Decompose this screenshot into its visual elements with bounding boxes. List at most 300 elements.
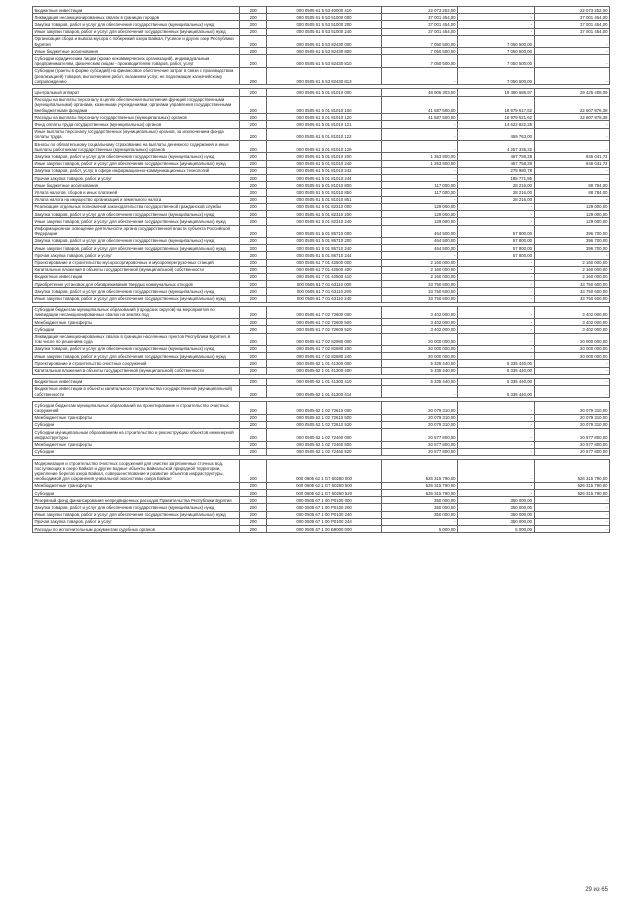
row-executed: 5 000,00 (458, 526, 534, 533)
row-code-line: 200 (239, 225, 267, 237)
table-row (33, 67, 610, 85)
row-unexecuted: 88 784,00 (534, 182, 609, 189)
row-approved: 526 315 790,00 (381, 460, 457, 483)
row-approved: 464 500,00 (381, 237, 457, 244)
row-executed: 28 216,00 (458, 182, 534, 189)
table-row (33, 429, 610, 441)
row-code-line: 200 (239, 490, 267, 497)
row-classification-code: 000 0505 61 5 53 51000 000 (267, 14, 381, 21)
row-approved: 20 577 800,00 (381, 429, 457, 441)
row-unexecuted: - (534, 518, 609, 525)
row-classification-code: 000 0505 61 7 02 82980 200 (267, 345, 381, 352)
row-classification-code: 000 0505 61 7 02 82980 240 (267, 353, 381, 360)
table-row (33, 345, 610, 352)
row-executed: 459 763,00 (458, 128, 534, 140)
row-approved: 526 315 790,00 (381, 482, 457, 489)
table-row (33, 460, 610, 483)
row-code-line: 200 (239, 121, 267, 128)
row-name: Модернизация и строительство очистных сооружений для очистки загрязненных сточных вод, поступающих в озеро Байкал и другие водные объекты Байкальской природной территории, укрепление берегов озера Байкал, совершенствование и развитие объектов инфраструктуры, необходимой для сохранения уникальной экосистемы озера Байкал (33, 460, 240, 483)
row-name: Реализация отдельных полномочий законодательства государственной гражданской службы (33, 203, 240, 210)
table-row (33, 153, 610, 160)
row-unexecuted: 526 315 790,00 (534, 482, 609, 489)
row-name: Иные выплаты персоналу государственных (муниципальных) органов, за исключением фонда оплаты труда (33, 128, 240, 140)
row-executed: 7 050 500,00 (458, 48, 534, 55)
row-executed: 14 622 822,35 (458, 121, 534, 128)
row-unexecuted: 20 000 000,00 (534, 333, 609, 345)
table-row (33, 245, 610, 252)
row-unexecuted: - (534, 497, 609, 504)
row-classification-code: 000 0505 61 5 53 40000 410 (267, 7, 381, 14)
table-row (33, 55, 610, 67)
row-approved: 117 000,00 (381, 182, 457, 189)
row-classification-code: 000 0505 61 5 01 81010 851 (267, 196, 381, 203)
table-row (33, 402, 610, 414)
row-executed: - (458, 266, 534, 273)
row-code-line: 200 (239, 414, 267, 421)
row-code-line: 200 (239, 281, 267, 288)
row-approved: 2 160 000,00 (381, 259, 457, 266)
row-classification-code: 000 0505 61 5 53 51000 240 (267, 28, 381, 35)
row-executed: 188 771,85 (458, 175, 534, 182)
row-executed: 57 800,00 (458, 252, 534, 259)
row-name: Субсидии (33, 326, 240, 333)
row-code-line: 200 (239, 245, 267, 252)
row-approved: 33 750 600,00 (381, 295, 457, 302)
row-executed: 4 257 335,32 (458, 141, 534, 153)
row-unexecuted: 3 402 000,00 (534, 319, 609, 326)
row-code-line: 200 (239, 333, 267, 345)
row-unexecuted: 20 577 800,00 (534, 448, 609, 455)
row-code-line: 200 (239, 128, 267, 140)
row-unexecuted: 526 315 790,00 (534, 460, 609, 483)
row-approved: 41 587 500,00 (381, 114, 457, 121)
row-unexecuted: 37 001 454,00 (534, 21, 609, 28)
row-approved: 350 000,00 (381, 504, 457, 511)
row-classification-code: 000 0505 61 5 01 81010 129 (267, 141, 381, 153)
row-approved: 20 000 000,00 (381, 353, 457, 360)
table-row (33, 288, 610, 295)
row-name: Бюджетные инвестиции в объекты капитального строительства государственной (муниципальной) собственности (33, 385, 240, 397)
row-code-line: 200 (239, 460, 267, 483)
row-classification-code: 000 0505 61 5 01 81010 850 (267, 189, 381, 196)
row-approved: 3 402 000,00 (381, 319, 457, 326)
row-unexecuted: 846 041,72 (534, 160, 609, 167)
row-approved: - (381, 518, 457, 525)
row-classification-code: 000 0505 61 5 01 86710 240 (267, 245, 381, 252)
table-row (33, 225, 610, 237)
row-name: Иные закупки товаров, работ и услуг для обеспечения государственных (муниципальных) нужд (33, 353, 240, 360)
row-approved: 37 001 454,00 (381, 28, 457, 35)
row-code-line: 200 (239, 153, 267, 160)
row-executed: 278 980,78 (458, 167, 534, 174)
row-executed: 5 335 440,00 (458, 385, 534, 397)
row-approved: 5 335 440,00 (381, 360, 457, 367)
table-row (33, 237, 610, 244)
row-executed: 28 216,00 (458, 189, 534, 196)
row-approved: - (381, 252, 457, 259)
row-unexecuted: - (534, 360, 609, 367)
row-approved: - (381, 175, 457, 182)
row-classification-code: 000 0505 61 7 02 82980 000 (267, 333, 381, 345)
row-name: Субсидии юридическим лицам (кроме некоммерческих организаций), индивидуальным предпринимателям, физическим лицам - производителям товаров, работ, услуг (33, 55, 240, 67)
row-name: Расходы на выплаты персоналу в целях обеспечения выполнения функций государственными (муниципальными) органами, казенными учреждениями, органами управления государственными внебюджетными фондами (33, 96, 240, 114)
row-name: Иные закупки товаров, работ и услуг для обеспечения государственных (муниципальных) нужд (33, 511, 240, 518)
row-unexecuted: - (534, 167, 609, 174)
row-approved: 33 750 600,00 (381, 288, 457, 295)
row-unexecuted: - (534, 67, 609, 85)
row-code-line: 200 (239, 189, 267, 196)
row-name: Иные закупки товаров, работ и услуг для обеспечения государственных (муниципальных) нужд (33, 28, 240, 35)
row-classification-code: 000 0505 61 7 01 42500 400 (267, 266, 381, 273)
row-code-line: 200 (239, 295, 267, 302)
row-classification-code: 000 0505 62 1 G7 50250 500 (267, 482, 381, 489)
row-unexecuted: 526 315 790,00 (534, 490, 609, 497)
table-row (33, 333, 610, 345)
row-code-line: 200 (239, 175, 267, 182)
row-executed: - (458, 414, 534, 421)
row-name: Закупка товаров, работ и услуг для обеспечения государственных (муниципальных) нужд (33, 345, 240, 352)
table-row (33, 196, 610, 203)
row-name: Фонд оплаты труда государственных (муниципальных) органов (33, 121, 240, 128)
table-row (33, 189, 610, 196)
row-approved: 2 160 000,00 (381, 273, 457, 280)
row-approved: 129 000,00 (381, 203, 457, 210)
row-approved: 37 001 454,00 (381, 21, 457, 28)
row-classification-code: 000 0505 67 1 00 P0100 200 (267, 504, 381, 511)
table-row (33, 295, 610, 302)
row-name: Субсидии (33, 448, 240, 455)
row-code-line: 200 (239, 266, 267, 273)
row-executed (458, 7, 534, 14)
table-row (33, 385, 610, 397)
row-unexecuted: 129 000,00 (534, 203, 609, 210)
row-approved: 117 000,00 (381, 189, 457, 196)
row-code-line: 200 (239, 378, 267, 385)
row-classification-code: 000 0505 61 5 53 82430 000 (267, 35, 381, 47)
row-executed: - (458, 28, 534, 35)
row-code-line: 200 (239, 259, 267, 266)
row-approved: 464 500,00 (381, 225, 457, 237)
table-row (33, 367, 610, 374)
row-approved: - (381, 167, 457, 174)
row-name: Уплата налогов, сборов и иных платежей (33, 189, 240, 196)
row-code-line: 200 (239, 67, 267, 85)
row-executed: 5 335 440,00 (458, 367, 534, 374)
row-name: Прочая закупка товаров, работ и услуг (33, 252, 240, 259)
table-row (33, 160, 610, 167)
row-classification-code: 000 0505 61 5 01 81010 122 (267, 128, 381, 140)
row-unexecuted: 33 750 600,00 (534, 288, 609, 295)
row-unexecuted: 33 750 600,00 (534, 281, 609, 288)
row-executed: - (458, 460, 534, 483)
row-unexecuted: 37 001 454,00 (534, 14, 609, 21)
row-code-line: 200 (239, 421, 267, 428)
row-classification-code: 000 0505 61 5 01 81010 120 (267, 114, 381, 121)
row-classification-code: 000 0505 62 1 02 72460 000 (267, 429, 381, 441)
row-classification-code: 000 0505 61 5 01 81010 240 (267, 160, 381, 167)
row-unexecuted: 20 577 800,00 (534, 441, 609, 448)
row-name: Бюджетные инвестиции (33, 378, 240, 385)
row-approved: - (381, 128, 457, 140)
table-row (33, 353, 610, 360)
row-code-line: 200 (239, 511, 267, 518)
row-executed: - (458, 429, 534, 441)
row-unexecuted: 22 607 876,38 (534, 96, 609, 114)
table-row (33, 175, 610, 182)
row-approved: 20 577 800,00 (381, 448, 457, 455)
row-code-line: 200 (239, 55, 267, 67)
table-row (33, 114, 610, 121)
row-name: Закупка товаров, работ и услуг для обеспечения государственных (муниципальных) нужд (33, 21, 240, 28)
row-unexecuted: 20 079 310,00 (534, 402, 609, 414)
row-unexecuted: - (534, 526, 609, 533)
row-name: Субсидии (гранты в форме субсидий) на финансовое обеспечение затрат в связи с производством (реализацией) товаров, выполнением работ, оказанием услуг, не подлежащие казначейскому сопровождению (33, 67, 240, 85)
row-classification-code: 000 0505 61 7 01 42500 000 (267, 259, 381, 266)
row-name: Закупка товаров, работ и услуг для обеспечения государственных (муниципальных) нужд (33, 288, 240, 295)
row-name: Центральный аппарат (33, 89, 240, 96)
row-classification-code: 000 0505 61 5 01 86710 000 (267, 225, 381, 237)
row-unexecuted: 29 425 408,09 (534, 89, 609, 96)
row-code-line: 200 (239, 203, 267, 210)
row-code-line: 200 (239, 526, 267, 533)
row-code-line: 200 (239, 28, 267, 35)
row-name: Уплата налога на имущество организаций и земельного налога (33, 196, 240, 203)
row-code-line: 200 (239, 360, 267, 367)
row-classification-code: 000 0505 62 1 01 41300 410 (267, 378, 381, 385)
row-unexecuted: 88 784,00 (534, 189, 609, 196)
row-approved: 350 000,00 (381, 511, 457, 518)
row-unexecuted: - (534, 175, 609, 182)
row-executed: - (458, 306, 534, 318)
row-unexecuted: - (534, 252, 609, 259)
row-approved: 7 050 500,00 (381, 55, 457, 67)
row-name: Иные закупки товаров, работ и услуг для обеспечения государственных (муниципальных) нужд (33, 295, 240, 302)
table-row (33, 35, 610, 47)
table-row (33, 259, 610, 266)
row-code-line: 200 (239, 482, 267, 489)
table-row (33, 182, 610, 189)
row-approved: - (381, 121, 457, 128)
row-approved: - (381, 67, 457, 85)
table-row (33, 306, 610, 318)
row-unexecuted: 846 041,72 (534, 153, 609, 160)
table-row (33, 28, 610, 35)
row-classification-code: 000 0505 62 1 01 41300 400 (267, 367, 381, 374)
row-unexecuted: - (534, 504, 609, 511)
row-approved: 5 335 440,00 (381, 378, 457, 385)
row-unexecuted: - (534, 367, 609, 374)
row-classification-code: 000 0505 62 1 02 72460 500 (267, 441, 381, 448)
row-name: Закупка товаров, работ, услуг в сфере информационно-коммуникационных технологий (33, 167, 240, 174)
budget-sheet (32, 6, 610, 533)
page-number: 29 из 65 (585, 887, 608, 893)
table-row (33, 360, 610, 367)
budget-table-body (33, 7, 610, 533)
row-code-line: 200 (239, 504, 267, 511)
row-executed: - (458, 218, 534, 225)
table-row (33, 167, 610, 174)
row-code-line: 200 (239, 141, 267, 153)
row-name: Иные бюджетные ассигнования (33, 182, 240, 189)
row-name: Взносы по обязательному социальному страхованию на выплаты денежного содержания и иные выплаты работникам государственных (муниципальных) органов (33, 141, 240, 153)
table-row (33, 14, 610, 21)
row-code-line: 200 (239, 319, 267, 326)
row-code-line: 200 (239, 497, 267, 504)
row-name: Закупка товаров, работ и услуг для обеспечения государственных (муниципальных) нужд (33, 237, 240, 244)
row-unexecuted: - (534, 121, 609, 128)
table-row (33, 211, 610, 218)
row-executed: 350 000,00 (458, 504, 534, 511)
row-approved: 33 750 600,00 (381, 281, 457, 288)
row-code-line: 200 (239, 89, 267, 96)
row-executed: - (458, 14, 534, 21)
row-unexecuted: 396 700,00 (534, 225, 609, 237)
row-name: Субсидии муниципальным образованиям на строительство и реконструкцию объектов инженерной инфраструктуры (33, 429, 240, 441)
row-approved: - (381, 385, 457, 397)
row-executed: 7 050 500,00 (458, 55, 534, 67)
row-classification-code: 000 0505 61 5 01 81010 200 (267, 153, 381, 160)
row-unexecuted: - (534, 55, 609, 67)
row-name: Бюджетные инвестиции (33, 7, 240, 14)
table-row (33, 378, 610, 385)
row-code-line: 200 (239, 96, 267, 114)
row-executed: - (458, 281, 534, 288)
row-unexecuted: 20 577 800,00 (534, 429, 609, 441)
row-executed: 350 000,00 (458, 518, 534, 525)
row-executed: 350 000,00 (458, 497, 534, 504)
row-code-line: 200 (239, 345, 267, 352)
row-executed: 28 216,00 (458, 196, 534, 203)
row-executed: - (458, 490, 534, 497)
row-classification-code: 000 0505 61 5 01 86710 200 (267, 237, 381, 244)
table-row (33, 218, 610, 225)
row-approved: 20 079 310,00 (381, 421, 457, 428)
row-code-line: 200 (239, 7, 267, 14)
row-classification-code: 000 0505 61 5 01 81010 000 (267, 89, 381, 96)
table-row (33, 89, 610, 96)
row-approved: 350 000,00 (381, 497, 457, 504)
row-name: Межбюджетные трансферты (33, 319, 240, 326)
row-approved: 20 577 800,00 (381, 441, 457, 448)
table-row (33, 526, 610, 533)
row-classification-code: 000 0505 67 1 00 P0100 244 (267, 518, 381, 525)
row-classification-code: 000 0505 62 1 02 72610 520 (267, 421, 381, 428)
row-name: Капитальные вложения в объекты государственной (муниципальной) собственности (33, 266, 240, 273)
row-unexecuted: 20 079 310,00 (534, 421, 609, 428)
row-executed: - (458, 482, 534, 489)
table-row (33, 141, 610, 153)
row-name: Приобретение установок для обезвреживания твердых коммунальных отходов (33, 281, 240, 288)
row-name: Межбюджетные трансферты (33, 441, 240, 448)
row-code-line: 200 (239, 288, 267, 295)
row-unexecuted: 2 160 000,00 (534, 259, 609, 266)
row-name: Прочая закупка товаров, работ и услуг (33, 175, 240, 182)
row-approved: 464 500,00 (381, 245, 457, 252)
row-name: Информационное освещение деятельности органа государственной власти субъекта Российской Федерации (33, 225, 240, 237)
row-approved: 7 050 500,00 (381, 35, 457, 47)
row-classification-code: 000 0505 61 5 53 51000 200 (267, 21, 381, 28)
row-unexecuted: - (534, 141, 609, 153)
row-classification-code: 000 0505 61 7 01 63110 000 (267, 281, 381, 288)
row-name: Бюджетные инвестиции (33, 273, 240, 280)
row-approved: 2 160 000,00 (381, 266, 457, 273)
row-name: Расходы на выплаты персоналу государственных (муниципальных) органов (33, 114, 240, 121)
row-name: Иные бюджетные ассигнования (33, 48, 240, 55)
row-executed: - (458, 295, 534, 302)
row-classification-code: 000 0505 62 1 G7 50250 520 (267, 490, 381, 497)
row-approved: 5 335 440,00 (381, 367, 457, 374)
row-classification-code: 000 0505 67 1 00 P0100 000 (267, 497, 381, 504)
row-executed: - (458, 326, 534, 333)
row-approved: 1 353 800,00 (381, 153, 457, 160)
row-name: Организация сбора и вывоза мусора с побережий озера Байкал, Гусиное и других озер Республики Бурятия (33, 35, 240, 47)
row-unexecuted: 129 000,00 (534, 218, 609, 225)
table-row (33, 448, 610, 455)
row-executed: - (458, 448, 534, 455)
row-approved: 20 079 310,00 (381, 402, 457, 414)
row-unexecuted: - (534, 385, 609, 397)
row-approved: 129 000,00 (381, 211, 457, 218)
row-executed: 18 979 621,62 (458, 114, 534, 121)
table-row (33, 21, 610, 28)
table-row (33, 511, 610, 518)
row-name: Расходы по исполнительным документам судебных органов (33, 526, 240, 533)
row-unexecuted: 2 160 000,00 (534, 266, 609, 273)
table-row (33, 518, 610, 525)
row-classification-code: 000 0505 62 1 02 72610 000 (267, 402, 381, 414)
row-executed: - (458, 353, 534, 360)
row-executed: 57 800,00 (458, 245, 534, 252)
row-unexecuted: - (534, 48, 609, 55)
row-unexecuted: 20 000 000,00 (534, 345, 609, 352)
row-executed: 5 335 440,00 (458, 378, 534, 385)
row-unexecuted: 37 001 454,00 (534, 28, 609, 35)
row-name: Межбюджетные трансферты (33, 482, 240, 489)
row-code-line: 200 (239, 306, 267, 318)
row-code-line: 200 (239, 160, 267, 167)
row-code-line: 200 (239, 196, 267, 203)
row-executed: 350 000,00 (458, 511, 534, 518)
row-executed: - (458, 259, 534, 266)
row-name: Закупка товаров, работ и услуг для обеспечения государственных (муниципальных) нужд (33, 504, 240, 511)
table-row (33, 266, 610, 273)
row-executed: - (458, 402, 534, 414)
table-row (33, 504, 610, 511)
row-code-line: 200 (239, 353, 267, 360)
row-unexecuted: 33 750 600,00 (534, 295, 609, 302)
row-unexecuted: 3 402 000,00 (534, 326, 609, 333)
row-classification-code: 000 0505 61 5 01 86710 244 (267, 252, 381, 259)
row-unexecuted: - (534, 511, 609, 518)
row-unexecuted: - (534, 196, 609, 203)
row-name: Субсидии (33, 490, 240, 497)
row-classification-code: 000 0505 61 5 53 82430 810 (267, 55, 381, 67)
row-name: Проектирование и строительство очистных сооружений (33, 360, 240, 367)
table-row (33, 273, 610, 280)
row-classification-code: 000 0505 61 5 01 81010 244 (267, 175, 381, 182)
table-row (33, 421, 610, 428)
row-approved: 41 587 500,00 (381, 96, 457, 114)
table-row (33, 252, 610, 259)
row-code-line: 200 (239, 48, 267, 55)
row-classification-code: 000 0505 61 7 01 63110 200 (267, 288, 381, 295)
row-approved: - (381, 196, 457, 203)
row-code-line: 200 (239, 402, 267, 414)
row-name: Иные закупки товаров, работ и услуг для обеспечения государственных (муниципальных) нужд (33, 160, 240, 167)
row-classification-code: 000 0505 61 5 01 82310 200 (267, 211, 381, 218)
row-executed: - (458, 345, 534, 352)
row-approved: 526 315 790,00 (381, 490, 457, 497)
